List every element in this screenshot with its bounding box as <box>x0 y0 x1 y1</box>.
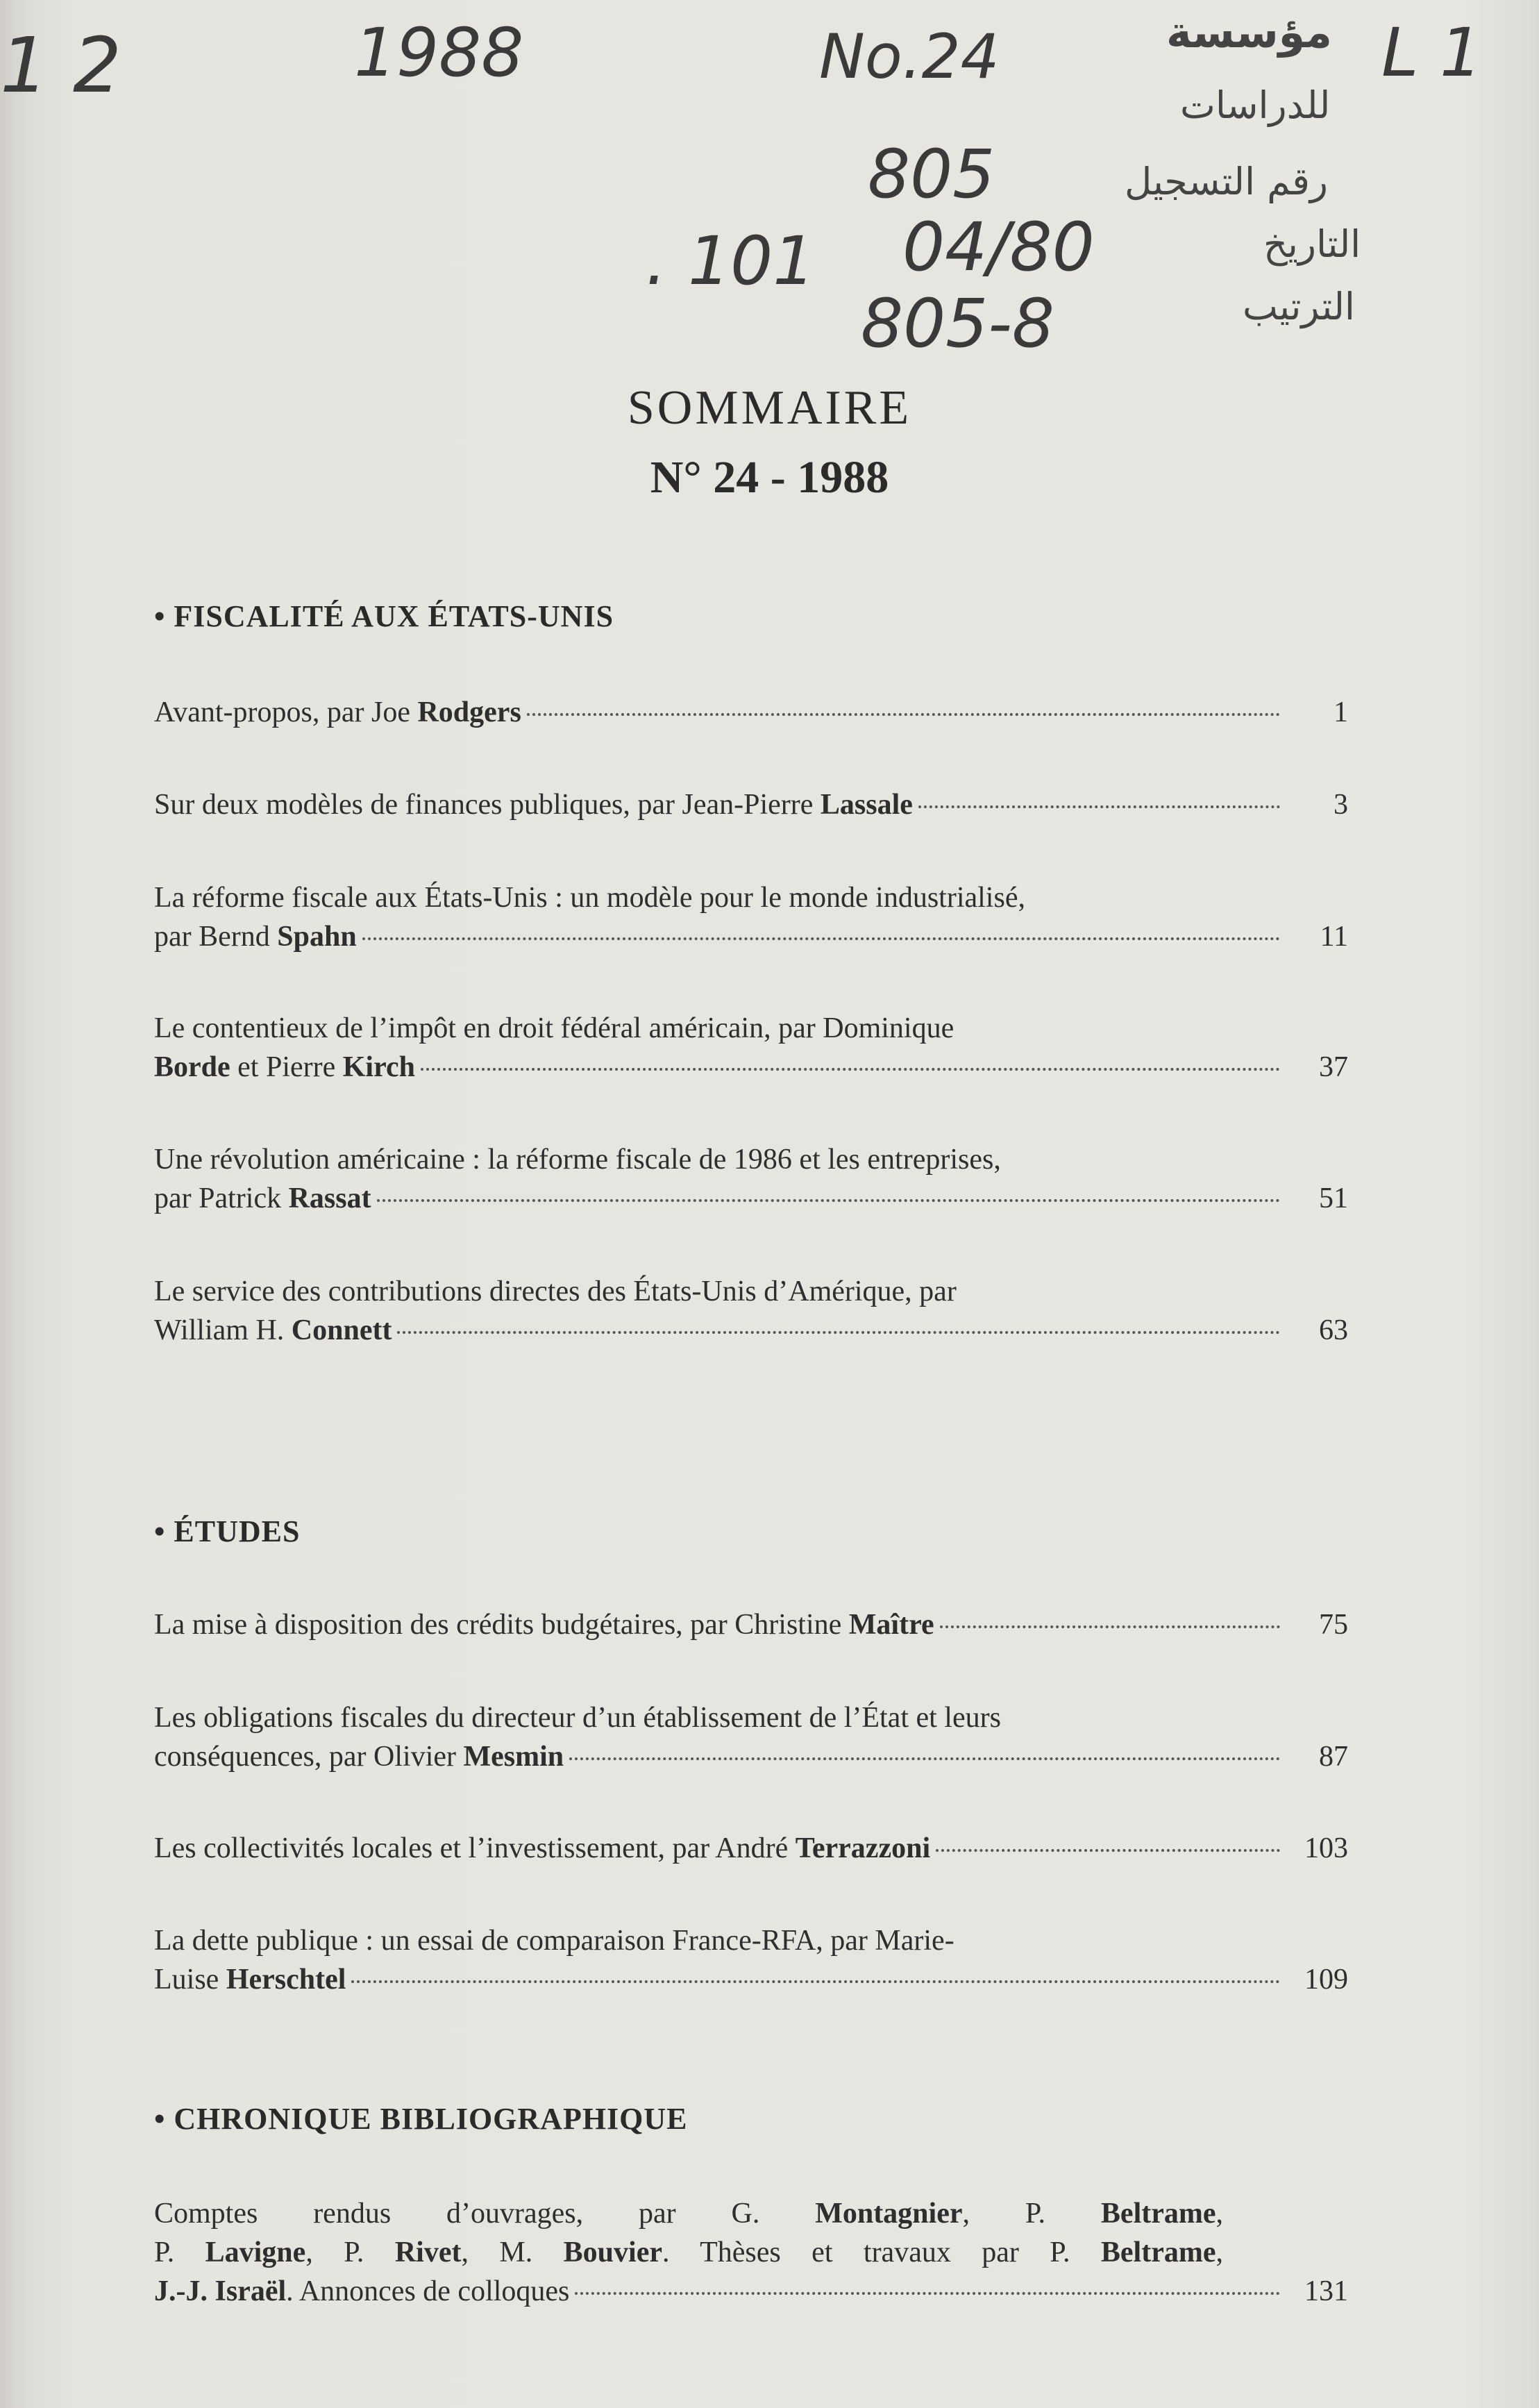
handwritten-number: 1 2 <box>0 21 121 110</box>
toc-entry: Les collectivités locales et l’investissement, par André Terrazzoni 103 <box>154 1829 1348 1868</box>
stamp-line-4: التاريخ <box>1263 222 1361 266</box>
page-number: 75 <box>1319 1609 1348 1641</box>
stamp-line-2: للدراسات <box>1180 83 1331 127</box>
handwritten-top-right: L 1 <box>1381 14 1483 92</box>
page-number: 3 <box>1334 789 1348 821</box>
toc-entry: La réforme fiscale aux États-Unis : un modèle pour le monde industrialisé, par Bernd Spahn 11 <box>154 878 1348 956</box>
stamp-line-1: مؤسسة <box>1166 7 1332 58</box>
handwritten-code-2: . 101 <box>646 222 816 300</box>
handwritten-code-1: 805 <box>868 135 995 213</box>
toc-entry: La dette publique : un essai de comparaison France-RFA, par Marie- Luise Herschtel 109 <box>154 1921 1348 1999</box>
issue-number: N° 24 - 1988 <box>650 452 889 503</box>
handwritten-code-4: 805-8 <box>861 285 1054 362</box>
toc-entry: Avant-propos, par Joe Rodgers 1 <box>154 693 1348 732</box>
toc-entry: Le service des contributions directes des États-Unis d’Amérique, par William H. Connett 63 <box>154 1272 1348 1350</box>
section-heading-etudes: • ÉTUDES <box>154 1514 301 1548</box>
page-number: 131 <box>1304 2275 1348 2307</box>
page-title: SOMMAIRE <box>627 381 912 435</box>
toc-entry: Le contentieux de l’impôt en droit fédéral américain, par Dominique Borde et Pierre Kirch 37 <box>154 1009 1348 1087</box>
page-number: 63 <box>1319 1314 1348 1346</box>
stamp-line-3: رقم التسجيل <box>1125 160 1328 203</box>
handwritten-year: 1988 <box>354 14 524 92</box>
page-number: 109 <box>1304 1964 1348 1996</box>
toc-entry-bibliographie: Comptes rendus d’ouvrages, par G. Montagnier, P. Beltrame, P. Lavigne, P. Rivet, M. Bouvier. Thèses et travaux par P. Beltrame, J.-J. Israël. Annonces de colloques 131 <box>154 2194 1348 2311</box>
toc-entry: Sur deux modèles de finances publiques, par Jean-Pierre Lassale 3 <box>154 785 1348 824</box>
page-number: 51 <box>1319 1182 1348 1214</box>
page-number: 37 <box>1319 1051 1348 1083</box>
toc-entry: Une révolution américaine : la réforme fiscale de 1986 et les entreprises, par Patrick Rassat 51 <box>154 1140 1348 1218</box>
handwritten-code-3: 04/80 <box>902 208 1095 286</box>
page-number: 87 <box>1319 1741 1348 1773</box>
page-number: 103 <box>1304 1832 1348 1864</box>
stamp-line-5: الترتيب <box>1243 285 1355 328</box>
section-heading-chronique: • CHRONIQUE BIBLIOGRAPHIQUE <box>154 2102 688 2136</box>
page-number: 1 <box>1334 696 1348 728</box>
toc-entry: La mise à disposition des crédits budgétaires, par Christine Maître 75 <box>154 1605 1348 1644</box>
toc-entry: Les obligations fiscales du directeur d’un établissement de l’État et leurs conséquences, par Olivier Mesmin 87 <box>154 1698 1348 1776</box>
handwritten-issue: No.24 <box>819 21 1000 92</box>
page-number: 11 <box>1320 921 1348 953</box>
section-heading-fiscalite: • FISCALITÉ AUX ÉTATS-UNIS <box>154 599 614 633</box>
